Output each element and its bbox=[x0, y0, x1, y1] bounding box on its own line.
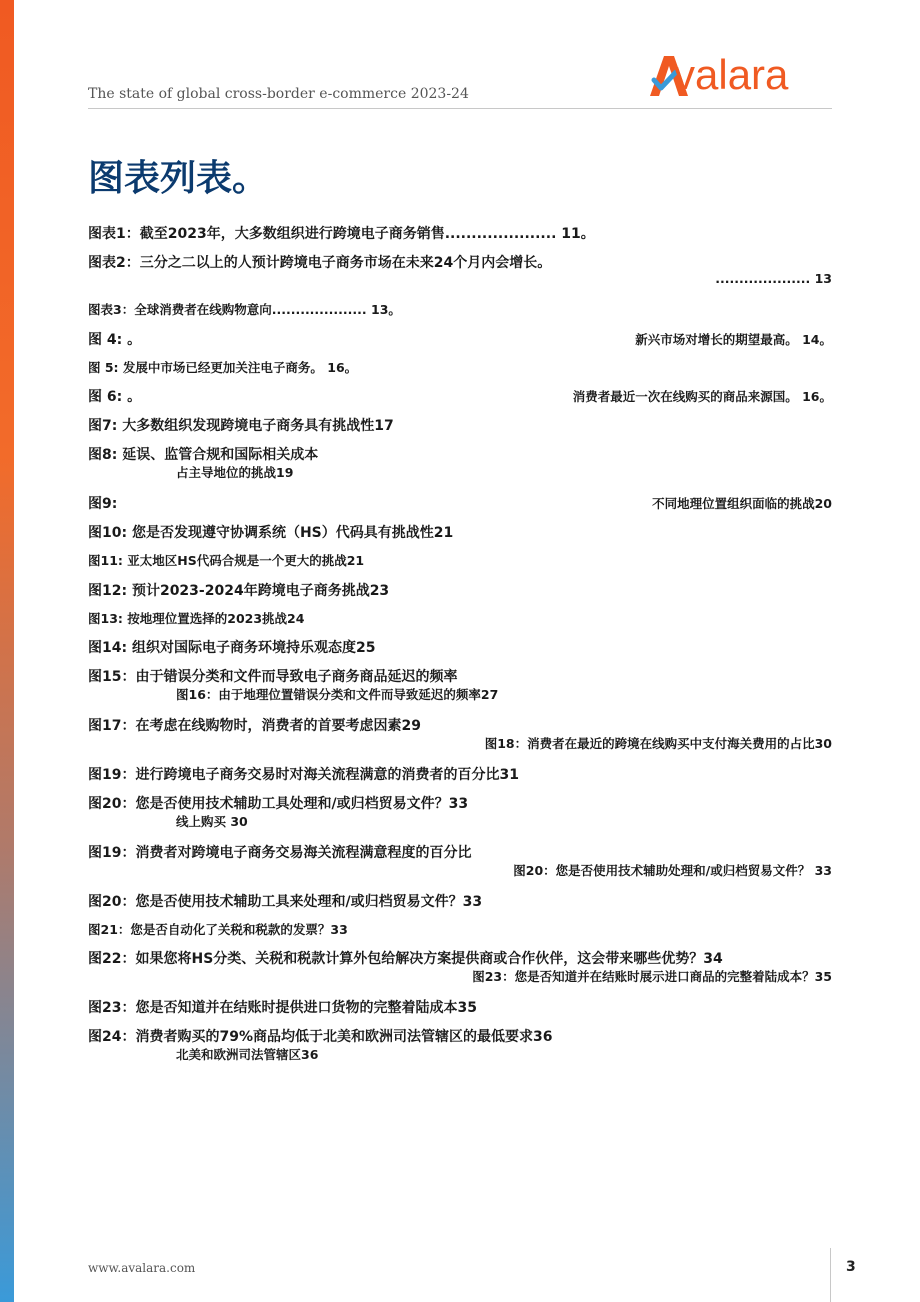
toc-entry-right-text: 不同地理位置组织面临的挑战20 bbox=[652, 496, 832, 511]
toc-entry[interactable] bbox=[88, 715, 832, 751]
toc-entry[interactable] bbox=[88, 358, 832, 376]
toc-entry-subline: 北美和欧洲司法管辖区36 bbox=[176, 1047, 319, 1062]
report-title: The state of global cross-border e-commerce 2023-24 bbox=[88, 86, 469, 102]
logo-wordmark: valara bbox=[674, 51, 789, 98]
avalara-logo bbox=[648, 52, 834, 98]
toc-entry-page-ref: .................... 13 bbox=[715, 271, 832, 286]
toc-entry-right-text: 消费者最近一次在线购买的商品来源国。 16。 bbox=[572, 389, 832, 404]
toc-entry-subline: 占主导地位的挑战19 bbox=[176, 465, 294, 480]
toc-entry[interactable] bbox=[88, 522, 832, 542]
toc-entry[interactable] bbox=[88, 997, 832, 1017]
toc-entry-label: 图 5: 发展中市场已经更加关注电子商务。 16。 bbox=[88, 360, 358, 375]
toc-entry[interactable] bbox=[88, 609, 832, 627]
toc-entry-right-text: 图20：您是否使用技术辅助处理和/或归档贸易文件？ 33 bbox=[513, 863, 832, 878]
toc-entry-label: 图17：在考虑在线购物时，消费者的首要考虑因素29 bbox=[88, 718, 421, 734]
toc-entry-subline: 线上购买 30 bbox=[176, 814, 248, 829]
toc-entry-label: 图表3：全球消费者在线购物意向.................... 13。 bbox=[88, 302, 401, 317]
footer-divider bbox=[830, 1248, 831, 1302]
toc-entry[interactable] bbox=[88, 764, 832, 784]
toc-entry-label: 图13: 按地理位置选择的2023挑战24 bbox=[88, 611, 305, 626]
toc-entry[interactable] bbox=[88, 1026, 832, 1062]
toc-entry-label: 图19：消费者对跨境电子商务交易海关流程满意程度的百分比 bbox=[88, 845, 472, 861]
toc-entry[interactable] bbox=[88, 580, 832, 600]
toc-entry-subline: 图16：由于地理位置错误分类和文件而导致延迟的频率27 bbox=[176, 687, 499, 702]
header-divider bbox=[88, 108, 832, 109]
toc-entry-label: 图23：您是否知道并在结账时提供进口货物的完整着陆成本35 bbox=[88, 1000, 477, 1016]
toc-entry-label: 图22：如果您将HS分类、关税和税款计算外包给解决方案提供商或合作伙伴，这会带来哪些优势？34 bbox=[88, 951, 723, 967]
side-accent-bar bbox=[0, 0, 14, 1302]
toc-entry[interactable] bbox=[88, 666, 832, 702]
toc-entry-label: 图12: 预计2023-2024年跨境电子商务挑战23 bbox=[88, 583, 390, 599]
toc-entry-label: 图10: 您是否发现遵守协调系统（HS）代码具有挑战性21 bbox=[88, 525, 454, 541]
toc-entry[interactable] bbox=[88, 386, 832, 406]
toc-entry-label: 图 6: 。 bbox=[88, 389, 142, 405]
toc-entry[interactable] bbox=[88, 842, 832, 878]
toc-entry-right-text: 图23：您是否知道并在结账时展示进口商品的完整着陆成本？35 bbox=[472, 969, 832, 984]
toc-entry-label: 图11: 亚太地区HS代码合规是一个更大的挑战21 bbox=[88, 553, 365, 568]
toc-entry[interactable] bbox=[88, 329, 832, 349]
toc-entry-right-text: 新兴市场对增长的期望最高。 14。 bbox=[635, 332, 832, 347]
toc-entry[interactable] bbox=[88, 948, 832, 984]
toc-entry-label: 图14: 组织对国际电子商务环境持乐观态度25 bbox=[88, 640, 376, 656]
toc-entry-right-text: 图18：消费者在最近的跨境在线购买中支付海关费用的占比30 bbox=[484, 736, 832, 751]
toc-entry-label: 图 4: 。 bbox=[88, 332, 142, 348]
toc-entry-label: 图20：您是否使用技术辅助工具来处理和/或归档贸易文件？33 bbox=[88, 894, 483, 910]
toc-entry-label: 图20：您是否使用技术辅助工具处理和/或归档贸易文件？33 bbox=[88, 796, 469, 812]
toc-entry-label: 图9: bbox=[88, 496, 118, 512]
toc-entry-label: 图24：消费者购买的79%商品均低于北美和欧洲司法管辖区的最低要求36 bbox=[88, 1029, 553, 1045]
toc-entry[interactable] bbox=[88, 223, 832, 243]
page-title: 图表列表。 bbox=[88, 158, 269, 199]
toc-entry-label: 图8: 延误、监管合规和国际相关成本 bbox=[88, 447, 319, 463]
toc-entry[interactable] bbox=[88, 415, 832, 435]
toc-entry[interactable] bbox=[88, 551, 832, 569]
toc-entry[interactable] bbox=[88, 252, 832, 272]
toc-entry[interactable] bbox=[88, 793, 832, 829]
page-number: 3 bbox=[846, 1259, 856, 1275]
toc-entry[interactable] bbox=[88, 920, 832, 938]
footer-url[interactable]: www.avalara.com bbox=[88, 1261, 196, 1275]
toc-entry-label: 图15：由于错误分类和文件而导致电子商务商品延迟的频率 bbox=[88, 669, 458, 685]
toc-entry-label: 图表2：三分之二以上的人预计跨境电子商务市场在未来24个月内会增长。 bbox=[88, 255, 552, 271]
toc-entry-label: 图19：进行跨境电子商务交易时对海关流程满意的消费者的百分比31 bbox=[88, 767, 519, 783]
toc-entry[interactable] bbox=[88, 444, 832, 480]
toc-entry[interactable] bbox=[88, 637, 832, 657]
toc-entry-label: 图7: 大多数组织发现跨境电子商务具有挑战性17 bbox=[88, 418, 394, 434]
toc-entry[interactable] bbox=[88, 891, 832, 911]
toc-entry-label: 图21：您是否自动化了关税和税款的发票？33 bbox=[88, 922, 348, 937]
toc-entry[interactable] bbox=[88, 493, 832, 513]
toc-entry[interactable] bbox=[88, 300, 832, 318]
toc-entry-label: 图表1：截至2023年，大多数组织进行跨境电子商务销售..................... 11。 bbox=[88, 226, 595, 242]
